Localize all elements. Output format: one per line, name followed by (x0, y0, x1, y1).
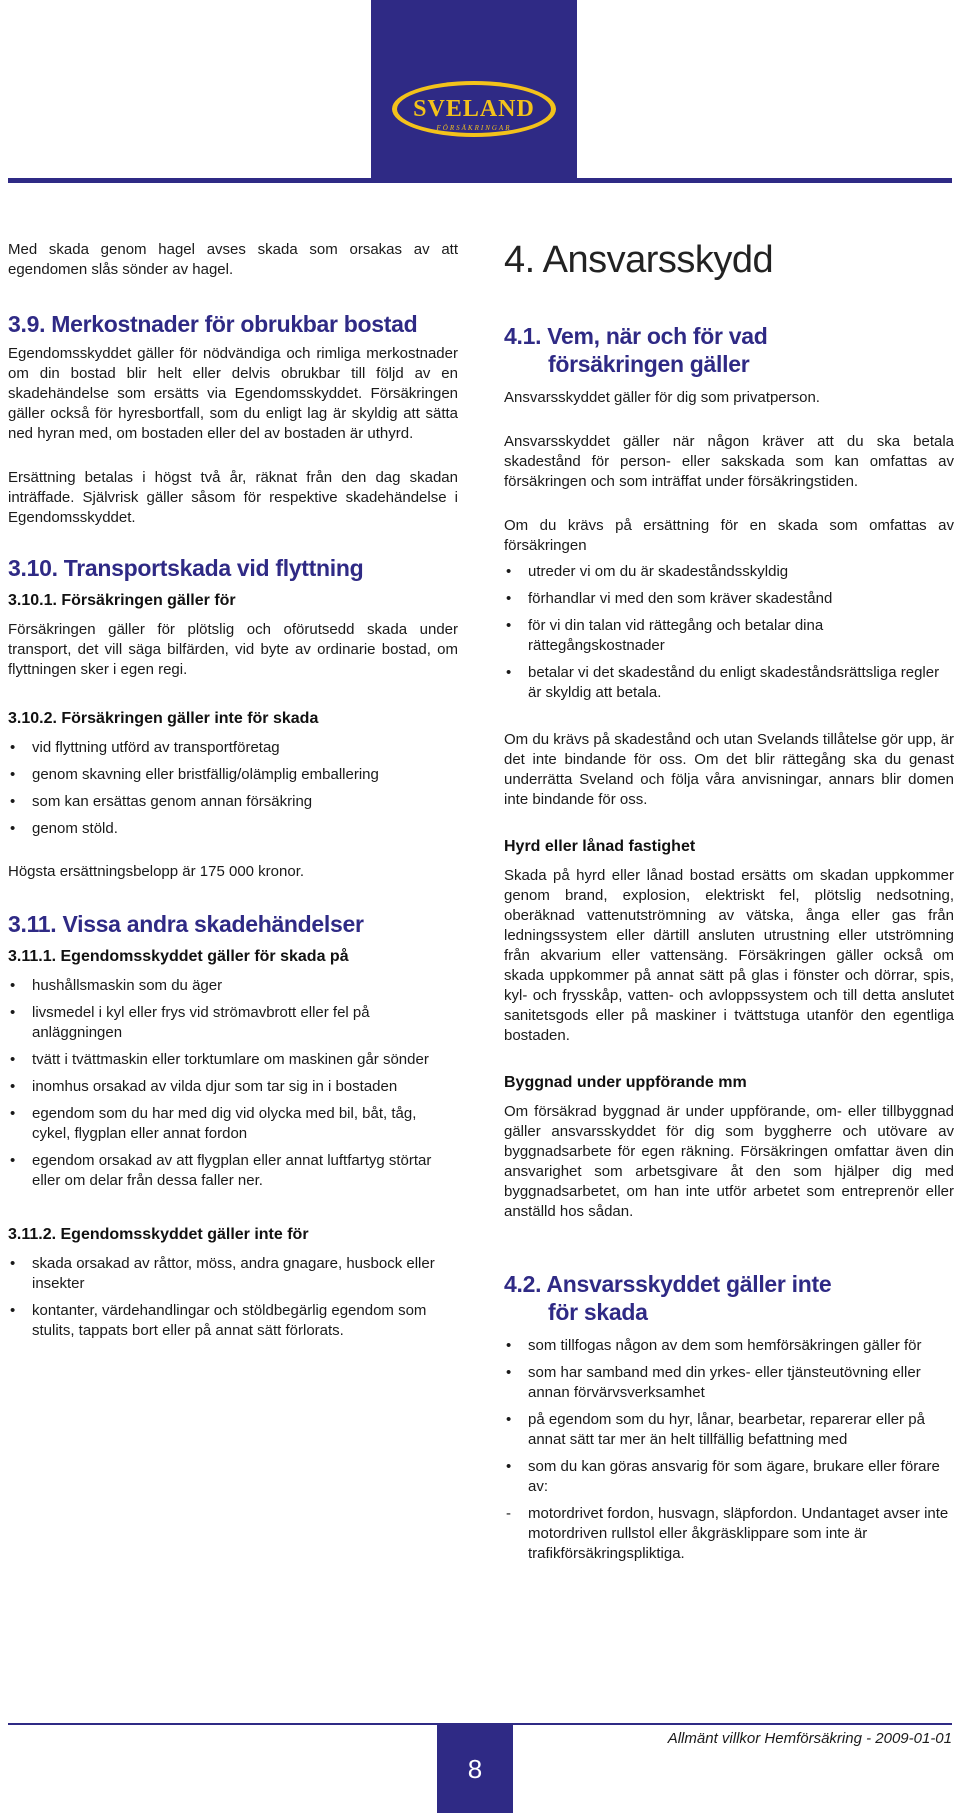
section-4-1-title-line-2: försäkringen gäller (548, 351, 750, 377)
section-3-10-1-title: 3.10.1. Försäkringen gäller för (8, 592, 236, 609)
section-4-1-paragraph-2: Ansvarsskyddet gäller när någon kräver att du ska betala skadestånd för person- eller sakskada som kan omfattas av försäkringen och som inträffat under försäkringstiden. (504, 433, 954, 490)
section-4-1-title-line-1: 4.1. Vem, när och för vad (504, 323, 768, 349)
section-3-10-title: 3.10. Transportskada vid flyttning (8, 555, 364, 581)
list-item: • betalar vi det skadestånd du enligt skadeståndsrättsliga regler är skyldig att betala. (506, 664, 940, 701)
list-item: • utreder vi om du är skadeståndsskyldig (506, 563, 789, 580)
header-rule (8, 178, 952, 183)
list-item: • genom stöld. (10, 820, 118, 837)
section-4-2-title-line-1: 4.2. Ansvarsskyddet gäller inte (504, 1271, 832, 1297)
rented-property-title: Hyrd eller lånad fastighet (504, 838, 696, 855)
building-under-construction-paragraph: Om försäkrad byggnad är under uppförande, om- eller tillbyggnad gäller ansvarsskyddet för dig som byggherre och utövare av byggnadsarbete för egen räkning. Försäkringen omfattar även din ansvarighet som arbetsgivare åt den som hjälper dig med byggnadsarbetet, om han inte utför arbetet som entreprenör eller anställd hos sådan. (504, 1103, 954, 1220)
list-item: • som har samband med din yrkes- eller tjänsteutövning eller annan förvärvsverksamhet (506, 1364, 921, 1401)
building-under-construction-title: Byggnad under uppförande mm (504, 1074, 747, 1091)
list-item: • vid flyttning utförd av transportföretag (10, 739, 280, 756)
list-item: - motordrivet fordon, husvagn, släpfordon. Undantaget avser inte motordriven rullstol eller åkgräsklippare som inte är trafikförsäkringspliktiga. (506, 1505, 949, 1562)
section-3-11-title: 3.11. Vissa andra skadehändelser (8, 911, 364, 937)
section-3-9-paragraph-1: Egendomsskyddet gäller för nödvändiga och rimliga merkostnader om din bostad blir helt eller delvis obrukbar till följd av en skadehändelse som ersätts via Egendomsskyddet. Försäkringen gäller också för hyresbortfall, som du enligt lag är skyldig att sätta ned hyran med, om bostaden eller del av bostaden är uthyrd. (8, 345, 458, 442)
list-item: • tvätt i tvättmaskin eller torktumlare om maskinen går sönder (10, 1051, 429, 1068)
max-compensation-text: Högsta ersättningsbelopp är 175 000 kronor. (8, 863, 305, 880)
list-item: • inomhus orsakad av vilda djur som tar sig in i bostaden (10, 1078, 398, 1095)
section-3-11-1-title: 3.11.1. Egendomsskyddet gäller för skada på (8, 948, 349, 965)
list-item: • livsmedel i kyl eller frys vid strömavbrott eller fel på anläggningen (10, 1004, 370, 1041)
page-number: 8 (437, 1725, 513, 1813)
section-3-9-paragraph-2: Ersättning betalas i högst två år, räknat från den dag skadan inträffade. Självrisk gäller såsom för respektive skadehändelse i Egendomsskyddet. (8, 469, 458, 526)
section-4-1-paragraph-1: Ansvarsskyddet gäller för dig som privatperson. (504, 389, 820, 406)
logo-emblem (389, 78, 559, 140)
section-3-11-2-list (8, 1254, 458, 1341)
section-3-10-2-list (8, 738, 458, 839)
list-item: • skada orsakad av råttor, möss, andra gnagare, husbock eller insekter (10, 1255, 435, 1292)
section-4-1-paragraph-3: Om du krävs på ersättning för en skada som omfattas av försäkringen (504, 517, 954, 554)
section-4-1-list (504, 562, 954, 703)
section-3-10-1-paragraph: Försäkringen gäller för plötslig och oförutsedd skada under transport, det vill säga bilfärden, vid byte av ordinarie bostad, om flyttningen sker i egen regi. (8, 621, 458, 678)
section-3-11-1-list (8, 976, 458, 1191)
list-item: • hushållsmaskin som du äger (10, 977, 223, 994)
logo-wordmark: SVELAND (413, 96, 535, 122)
footer-document-title: Allmänt villkor Hemförsäkring - 2009-01-01 (667, 1730, 952, 1747)
section-4-2-list (504, 1336, 954, 1564)
list-item: • egendom orsakad av att flygplan eller annat luftfartyg störtar eller om delar från dessa faller ner. (10, 1152, 432, 1189)
list-item: • förhandlar vi med den som kräver skadestånd (506, 590, 833, 607)
list-item: • som du kan göras ansvarig för som ägare, brukare eller förare av: (506, 1458, 940, 1495)
hail-paragraph: Med skada genom hagel avses skada som orsakas av att egendomen slås sönder av hagel. (8, 241, 458, 278)
section-3-9-title: 3.9. Merkostnader för obrukbar bostad (8, 311, 418, 337)
left-column (8, 238, 458, 1348)
section-4-title: 4. Ansvarsskydd (504, 239, 774, 281)
section-4-2-title-line-2: för skada (548, 1299, 648, 1325)
sveland-logo (371, 0, 577, 178)
section-3-11-2-title: 3.11.2. Egendomsskyddet gäller inte för (8, 1226, 309, 1243)
list-item: • genom skavning eller bristfällig/olämplig emballering (10, 766, 379, 783)
list-item: • som tillfogas någon av dem som hemförsäkringen gäller för (506, 1337, 922, 1354)
section-4-1-paragraph-4: Om du krävs på skadestånd och utan Svelands tillåtelse gör upp, är det inte bindande för oss. Om det blir rättegång ska du genast underrätta Sveland och följa våra anvisningar, annars blir domen inte bindande för oss. (504, 731, 954, 808)
list-item: • egendom som du har med dig vid olycka med bil, båt, tåg, cykel, flygplan eller annat fordon (10, 1105, 417, 1142)
logo-subtext: FÖRSÄKRINGAR (436, 124, 512, 132)
section-3-10-2-title: 3.10.2. Försäkringen gäller inte för skada (8, 710, 319, 727)
list-item: • som kan ersättas genom annan försäkring (10, 793, 313, 810)
list-item: • för vi din talan vid rättegång och betalar dina rättegångskostnader (506, 617, 824, 654)
list-item: • kontanter, värdehandlingar och stöldbegärlig egendom som stulits, tappats bort eller på annat sätt förlorats. (10, 1302, 427, 1339)
list-item: • på egendom som du hyr, lånar, bearbetar, reparerar eller på annat sätt tar mer än helt tillfällig befattning med (506, 1411, 925, 1448)
right-column (504, 238, 954, 1571)
rented-property-paragraph: Skada på hyrd eller lånad bostad ersätts om skadan uppkommer genom brand, explosion, elektriskt fel, plötslig nedsotning, oberäknad vattenutströmning av vätska, ånga eller gas från ledningssystem eller därtill ansluten utrustning eller utströmning från akvarium eller vattensäng. Försäkringen gäller också om skada uppkommer på annat sätt på glas i fönster och dörrar, spis, kyl- och frysskåp, vatten- och avloppssystem och till detta anslutet sanitetsgods eller på maskiner i tvättstuga utanför den egentliga bostaden. (504, 867, 954, 1044)
